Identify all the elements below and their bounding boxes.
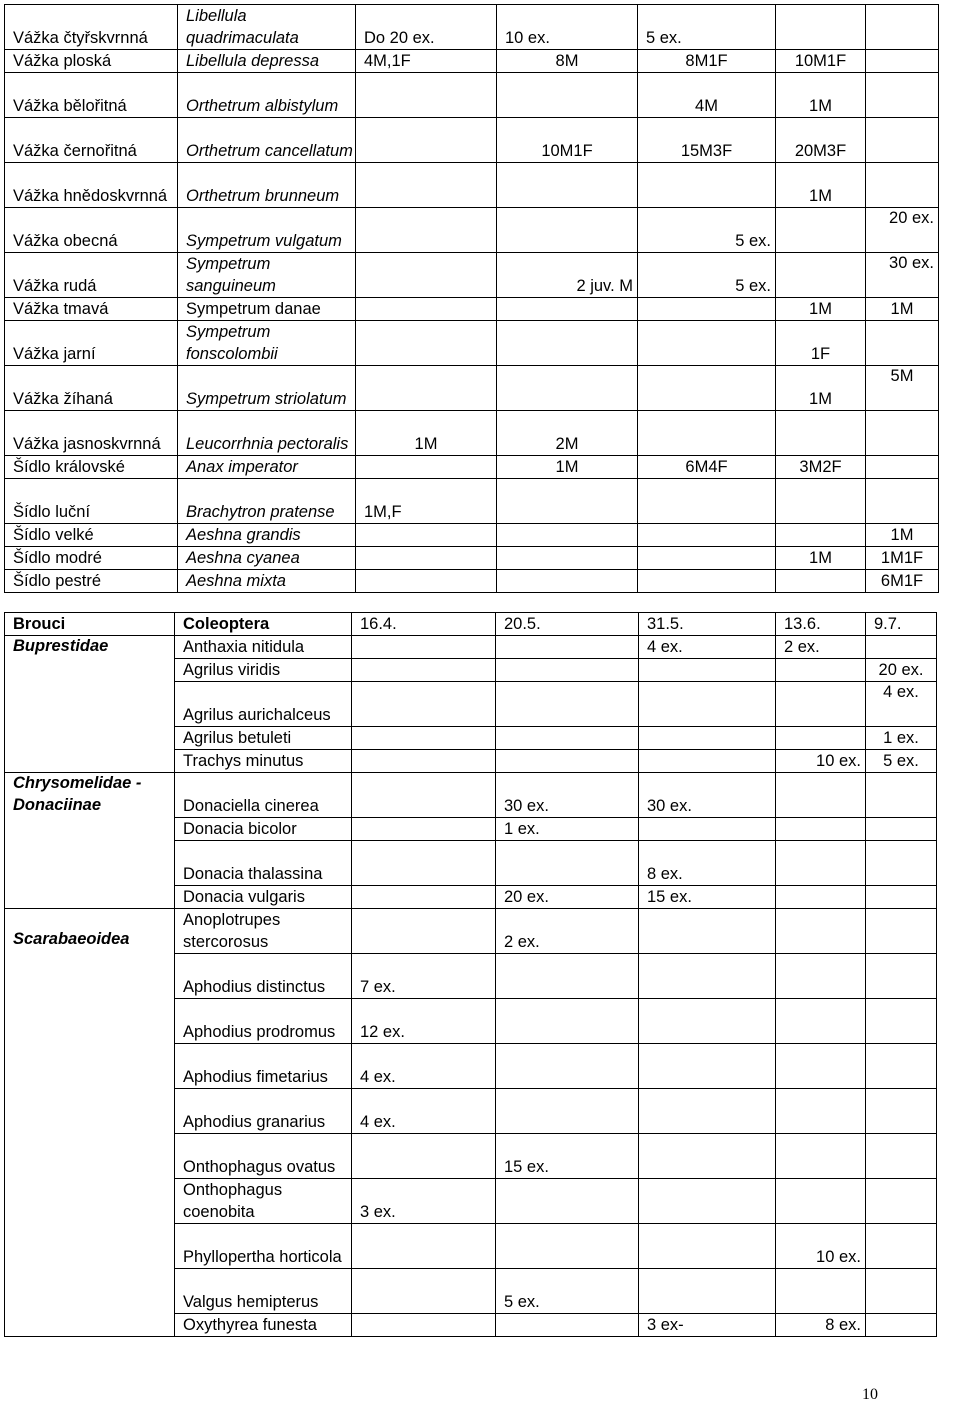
count-cell [356,366,497,411]
count-cell: 8M [497,50,638,73]
count-cell: 30 ex. [496,773,639,818]
count-cell [356,570,497,593]
czech-name: Vážka jasnoskvrnná [5,411,178,456]
count-cell [866,50,939,73]
count-cell [866,818,937,841]
count-cell: 30 ex. [639,773,776,818]
count-cell: 30 ex. [866,253,939,298]
latin-name: Sympetrum fonscolombii [178,321,356,366]
count-cell [496,682,639,727]
latin-name: Agrilus betuleti [175,727,352,750]
group-header: Brouci [5,613,175,636]
latin-name: Aphodius granarius [175,1089,352,1134]
latin-name: Leucorrhnia pectoralis [178,411,356,456]
count-cell [866,999,937,1044]
count-cell: 4 ex. [352,1044,496,1089]
count-cell: 4 ex. [352,1089,496,1134]
latin-name: Trachys minutus [175,750,352,773]
count-cell: 2 ex. [776,636,866,659]
count-cell [496,659,639,682]
count-cell: 4 ex. [866,682,937,727]
latin-name: Donacia bicolor [175,818,352,841]
table-row [5,547,939,570]
odonata-table [4,4,939,593]
count-cell [356,118,497,163]
latin-name: Orthetrum albistylum [178,73,356,118]
count-cell [776,841,866,886]
latin-name: Libellula depressa [178,50,356,73]
czech-name: Vážka obecná [5,208,178,253]
count-cell [776,208,866,253]
count-cell [639,954,776,999]
count-cell [638,524,776,547]
count-cell [356,456,497,479]
count-cell [776,682,866,727]
latin-name: Aphodius distinctus [175,954,352,999]
count-cell: 10M1F [497,118,638,163]
count-cell [639,1134,776,1179]
latin-name: Anthaxia nitidula [175,636,352,659]
count-cell [776,1179,866,1224]
count-cell: 1M [497,456,638,479]
count-cell [639,750,776,773]
count-cell [496,727,639,750]
count-cell: 8 ex. [639,841,776,886]
latin-name: Onthophagus ovatus [175,1134,352,1179]
count-cell [866,909,937,954]
count-cell [352,1269,496,1314]
czech-name: Vážka jarní [5,321,178,366]
count-cell [866,886,937,909]
count-cell [352,1314,496,1337]
count-cell: 7 ex. [352,954,496,999]
count-cell: 10M1F [776,50,866,73]
czech-name: Vážka rudá [5,253,178,298]
count-cell [639,1179,776,1224]
count-cell [866,636,937,659]
count-cell [776,5,866,50]
count-cell [497,524,638,547]
count-cell [356,321,497,366]
count-cell [496,1089,639,1134]
count-cell [866,773,937,818]
table-row [5,411,939,456]
count-cell [352,659,496,682]
count-cell: 1 ex. [496,818,639,841]
count-cell [496,1179,639,1224]
count-cell [356,73,497,118]
count-cell [352,636,496,659]
count-cell [352,773,496,818]
latin-name: Sympetrum sanguineum [178,253,356,298]
count-cell [356,298,497,321]
count-cell [638,411,776,456]
count-cell [776,727,866,750]
count-cell: 5 ex. [638,5,776,50]
count-cell [638,547,776,570]
date-header: 20.5. [496,613,639,636]
count-cell: 4M,1F [356,50,497,73]
table-row [5,524,939,547]
latin-name: Aphodius fimetarius [175,1044,352,1089]
count-cell [639,659,776,682]
family-name: Scarabaeoidea [5,909,175,1337]
count-cell: 10 ex. [776,750,866,773]
latin-name: Aphodius prodromus [175,999,352,1044]
date-header: 31.5. [639,613,776,636]
latin-name: Sympetrum vulgatum [178,208,356,253]
count-cell [866,1044,937,1089]
count-cell [776,1134,866,1179]
table-row [5,366,939,411]
count-cell [352,682,496,727]
count-cell [866,73,939,118]
count-cell [866,321,939,366]
count-cell [639,1269,776,1314]
date-header: 9.7. [866,613,937,636]
count-cell: 15M3F [638,118,776,163]
table-row [5,73,939,118]
count-cell [496,1314,639,1337]
count-cell: 20M3F [776,118,866,163]
count-cell [776,524,866,547]
table-row [5,5,939,50]
table-row [5,479,939,524]
count-cell [352,727,496,750]
count-cell [352,818,496,841]
latin-name: Sympetrum striolatum [178,366,356,411]
table-row [5,163,939,208]
latin-name: Orthetrum brunneum [178,163,356,208]
count-cell: 20 ex. [866,659,937,682]
count-cell: 10 ex. [497,5,638,50]
count-cell [776,886,866,909]
count-cell [352,1134,496,1179]
czech-name: Vážka hnědoskvrnná [5,163,178,208]
count-cell [356,253,497,298]
table-row [5,773,937,818]
count-cell [866,163,939,208]
czech-name: Šídlo modré [5,547,178,570]
table-row [5,636,937,659]
count-cell [776,1089,866,1134]
count-cell [776,773,866,818]
count-cell: 5 ex. [496,1269,639,1314]
count-cell [638,163,776,208]
count-cell: 1M [356,411,497,456]
latin-name: Brachytron pratense [178,479,356,524]
count-cell [497,321,638,366]
family-name: Chrysomelidae - Donaciinae [5,773,175,909]
count-cell: 4 ex. [639,636,776,659]
count-cell: 5M [866,366,939,411]
count-cell [776,479,866,524]
count-cell: 10 ex. [776,1224,866,1269]
table-row [5,118,939,163]
czech-name: Šídlo královské [5,456,178,479]
czech-name: Vážka tmavá [5,298,178,321]
czech-name: Šídlo luční [5,479,178,524]
latin-name: Valgus hemipterus [175,1269,352,1314]
table-row [5,909,937,954]
count-cell [352,886,496,909]
count-cell [638,366,776,411]
count-cell [776,411,866,456]
count-cell [776,999,866,1044]
count-cell [497,366,638,411]
count-cell [866,954,937,999]
count-cell: 1M [866,298,939,321]
date-header: 13.6. [776,613,866,636]
date-header: 16.4. [352,613,496,636]
count-cell [497,479,638,524]
czech-name: Vážka černořitná [5,118,178,163]
header-row [5,613,937,636]
count-cell [496,841,639,886]
count-cell [866,118,939,163]
table-row [5,50,939,73]
count-cell [776,954,866,999]
count-cell [497,298,638,321]
count-cell [866,1089,937,1134]
count-cell: 1M [776,163,866,208]
czech-name: Vážka bělořitná [5,73,178,118]
count-cell [497,163,638,208]
latin-name: Donacia thalassina [175,841,352,886]
table-row [5,456,939,479]
count-cell [776,253,866,298]
count-cell [639,909,776,954]
count-cell: Do 20 ex. [356,5,497,50]
count-cell: 20 ex. [866,208,939,253]
count-cell: 1M1F [866,547,939,570]
count-cell [776,570,866,593]
count-cell [496,750,639,773]
count-cell: 2 juv. M [497,253,638,298]
page-number: 10 [862,1386,878,1403]
count-cell [776,1269,866,1314]
count-cell: 1M [776,366,866,411]
czech-name: Vážka čtyřskvrnná [5,5,178,50]
count-cell [352,841,496,886]
count-cell [352,1224,496,1269]
count-cell [639,727,776,750]
latin-name: Donaciella cinerea [175,773,352,818]
count-cell [866,411,939,456]
count-cell [356,547,497,570]
count-cell [639,1224,776,1269]
count-cell [352,750,496,773]
count-cell: 15 ex. [639,886,776,909]
count-cell: 20 ex. [496,886,639,909]
count-cell [776,1044,866,1089]
count-cell: 4M [638,73,776,118]
count-cell [497,73,638,118]
count-cell: 1M,F [356,479,497,524]
count-cell [638,479,776,524]
latin-name: Phyllopertha horticola [175,1224,352,1269]
count-cell [866,479,939,524]
count-cell [497,570,638,593]
count-cell [866,5,939,50]
table-row [5,570,939,593]
count-cell: 1M [776,73,866,118]
count-cell [866,1269,937,1314]
table-row [5,298,939,321]
count-cell [776,818,866,841]
count-cell: 6M4F [638,456,776,479]
family-name: Buprestidae [5,636,175,773]
count-cell [639,682,776,727]
order-header: Coleoptera [175,613,352,636]
count-cell [776,659,866,682]
latin-name: Orthetrum cancellatum [178,118,356,163]
count-cell: 12 ex. [352,999,496,1044]
table-row [5,253,939,298]
count-cell: 3M2F [776,456,866,479]
count-cell [356,208,497,253]
count-cell [496,1224,639,1269]
count-cell [866,841,937,886]
count-cell [638,321,776,366]
latin-name: Libellula quadrimaculata [178,5,356,50]
count-cell [496,999,639,1044]
count-cell: 1 ex. [866,727,937,750]
count-cell [496,636,639,659]
count-cell: 6M1F [866,570,939,593]
count-cell: 5 ex. [866,750,937,773]
count-cell: 1F [776,321,866,366]
count-cell [496,1044,639,1089]
count-cell [866,1224,937,1269]
count-cell: 2 ex. [496,909,639,954]
latin-name: Aeshna cyanea [178,547,356,570]
count-cell [496,954,639,999]
latin-name: Onthophagus coenobita [175,1179,352,1224]
count-cell [639,818,776,841]
latin-name: Aeshna grandis [178,524,356,547]
count-cell: 8M1F [638,50,776,73]
latin-name: Anoplotrupes stercorosus [175,909,352,954]
coleoptera-table [4,612,937,1337]
count-cell [638,298,776,321]
count-cell [866,1179,937,1224]
count-cell [776,909,866,954]
count-cell [497,208,638,253]
latin-name: Donacia vulgaris [175,886,352,909]
count-cell: 3 ex- [639,1314,776,1337]
count-cell [639,1089,776,1134]
count-cell [356,163,497,208]
count-cell [356,524,497,547]
count-cell: 5 ex. [638,208,776,253]
count-cell [639,1044,776,1089]
latin-name: Anax imperator [178,456,356,479]
latin-name: Sympetrum danae [178,298,356,321]
czech-name: Šídlo velké [5,524,178,547]
count-cell: 1M [776,547,866,570]
count-cell: 5 ex. [638,253,776,298]
count-cell: 15 ex. [496,1134,639,1179]
count-cell: 3 ex. [352,1179,496,1224]
latin-name: Oxythyrea funesta [175,1314,352,1337]
count-cell [497,547,638,570]
count-cell [866,1314,937,1337]
czech-name: Vážka žíhaná [5,366,178,411]
czech-name: Vážka ploská [5,50,178,73]
table-row [5,321,939,366]
count-cell: 1M [866,524,939,547]
count-cell [866,1134,937,1179]
table-row [5,208,939,253]
count-cell [352,909,496,954]
count-cell: 2M [497,411,638,456]
latin-name: Agrilus viridis [175,659,352,682]
count-cell [866,456,939,479]
latin-name: Aeshna mixta [178,570,356,593]
latin-name: Agrilus aurichalceus [175,682,352,727]
count-cell: 1M [776,298,866,321]
count-cell: 8 ex. [776,1314,866,1337]
czech-name: Šídlo pestré [5,570,178,593]
count-cell [639,999,776,1044]
count-cell [638,570,776,593]
